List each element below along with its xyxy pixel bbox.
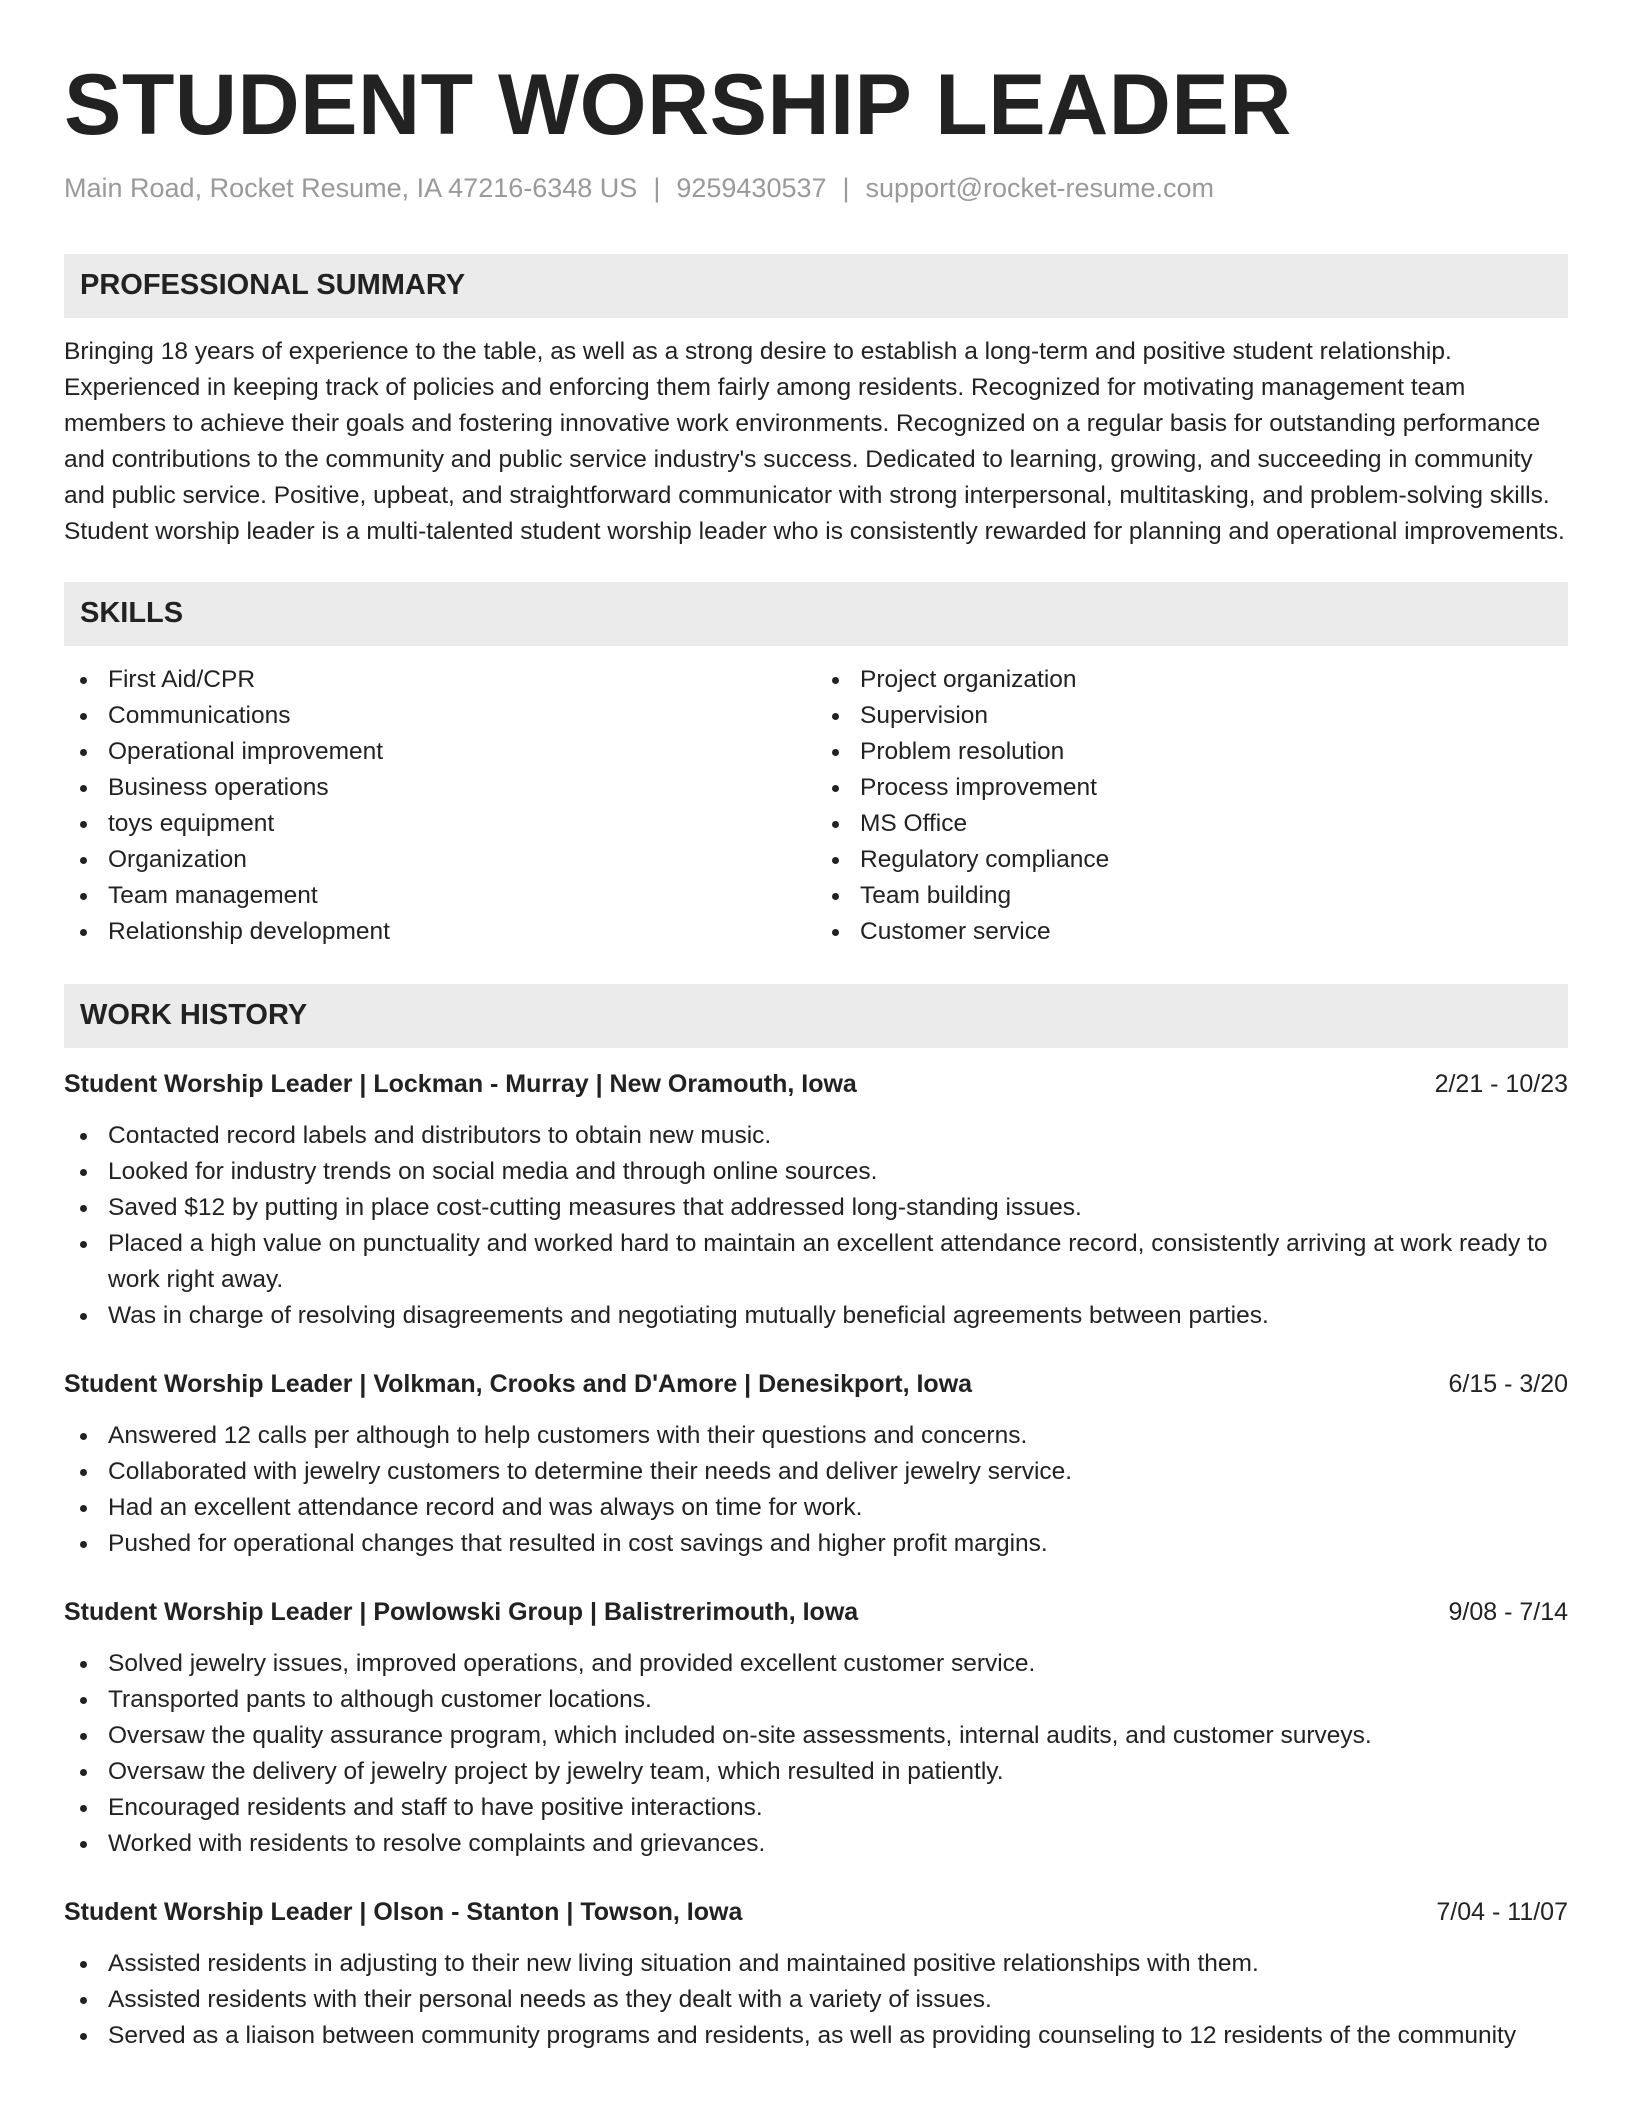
work-history-section bbox=[64, 984, 1568, 2054]
job-bullet: Assisted residents in adjusting to their new living situation and maintained positive relationships with them. bbox=[108, 1946, 1568, 1982]
job-heading: Student Worship Leader | Olson - Stanton | Towson, Iowa bbox=[64, 1897, 743, 1926]
job-bullet: Solved jewelry issues, improved operations, and provided excellent customer service. bbox=[108, 1646, 1568, 1682]
job-heading: Student Worship Leader | Powlowski Group | Balistrerimouth, Iowa bbox=[64, 1597, 859, 1626]
skill-item: MS Office bbox=[860, 806, 1568, 842]
contact-phone: 9259430537 bbox=[676, 172, 827, 203]
skill-item: Team building bbox=[860, 878, 1568, 914]
skills-list-left bbox=[64, 662, 816, 950]
contact-address: Main Road, Rocket Resume, IA 47216-6348 US bbox=[64, 172, 638, 203]
job-entry bbox=[64, 1066, 1568, 1334]
skill-item: Operational improvement bbox=[108, 734, 816, 770]
job-bullet: Transported pants to although customer locations. bbox=[108, 1682, 1568, 1718]
job-heading: Student Worship Leader | Lockman - Murray | New Oramouth, Iowa bbox=[64, 1069, 857, 1098]
job-bullet: Oversaw the delivery of jewelry project by jewelry team, which resulted in patiently. bbox=[108, 1754, 1568, 1790]
job-bullet: Served as a liaison between community programs and residents, as well as providing counseling to 12 residents of the community bbox=[108, 2018, 1568, 2054]
professional-summary-section bbox=[64, 254, 1568, 550]
skill-item: Team management bbox=[108, 878, 816, 914]
section-header-work-history: WORK HISTORY bbox=[64, 984, 1568, 1048]
job-bullet: Oversaw the quality assurance program, which included on-site assessments, internal audits, and customer surveys. bbox=[108, 1718, 1568, 1754]
contact-line bbox=[64, 171, 1568, 206]
job-header bbox=[64, 1066, 1568, 1102]
skill-item: First Aid/CPR bbox=[108, 662, 816, 698]
job-header bbox=[64, 1894, 1568, 1930]
job-header bbox=[64, 1366, 1568, 1402]
skill-item: Process improvement bbox=[860, 770, 1568, 806]
job-bullet: Contacted record labels and distributors to obtain new music. bbox=[108, 1118, 1568, 1154]
skill-item: toys equipment bbox=[108, 806, 816, 842]
skills-columns bbox=[64, 662, 1568, 950]
job-heading: Student Worship Leader | Volkman, Crooks and D'Amore | Denesikport, Iowa bbox=[64, 1369, 973, 1398]
page-title: STUDENT WORSHIP LEADER bbox=[64, 57, 1292, 153]
job-bullet-list bbox=[64, 1118, 1568, 1334]
job-bullet: Pushed for operational changes that resulted in cost savings and higher profit margins. bbox=[108, 1526, 1568, 1562]
skill-item: Relationship development bbox=[108, 914, 816, 950]
contact-email: support@rocket-resume.com bbox=[865, 172, 1215, 203]
job-dates: 7/04 - 11/07 bbox=[1436, 1897, 1568, 1926]
skill-item: Customer service bbox=[860, 914, 1568, 950]
contact-separator: | bbox=[653, 172, 661, 203]
skill-item: Communications bbox=[108, 698, 816, 734]
skill-item: Problem resolution bbox=[860, 734, 1568, 770]
job-bullet: Encouraged residents and staff to have positive interactions. bbox=[108, 1790, 1568, 1826]
job-bullet: Looked for industry trends on social media and through online sources. bbox=[108, 1154, 1568, 1190]
skills-section bbox=[64, 582, 1568, 950]
skill-item: Business operations bbox=[108, 770, 816, 806]
section-header-summary: PROFESSIONAL SUMMARY bbox=[64, 254, 1568, 318]
job-bullet: Had an excellent attendance record and was always on time for work. bbox=[108, 1490, 1568, 1526]
job-bullet-list bbox=[64, 1418, 1568, 1562]
job-bullet: Placed a high value on punctuality and worked hard to maintain an excellent attendance record, consistently arriving at work ready to work right away. bbox=[108, 1226, 1568, 1298]
job-entry bbox=[64, 1594, 1568, 1862]
skill-item: Regulatory compliance bbox=[860, 842, 1568, 878]
job-bullet-list bbox=[64, 1646, 1568, 1862]
skill-item: Organization bbox=[108, 842, 816, 878]
contact-separator: | bbox=[842, 172, 850, 203]
job-header bbox=[64, 1594, 1568, 1630]
skills-list-right bbox=[816, 662, 1568, 950]
skill-item: Project organization bbox=[860, 662, 1568, 698]
job-bullet: Saved $12 by putting in place cost-cutting measures that addressed long-standing issues. bbox=[108, 1190, 1568, 1226]
section-header-skills: SKILLS bbox=[64, 582, 1568, 646]
job-bullet: Assisted residents with their personal needs as they dealt with a variety of issues. bbox=[108, 1982, 1568, 2018]
job-bullet-list bbox=[64, 1946, 1568, 2054]
job-entry bbox=[64, 1366, 1568, 1562]
summary-text: Bringing 18 years of experience to the table, as well as a strong desire to establish a long-term and positive student relationship. Experienced in keeping track of policies and enforcing them fairly among residents. Recognized for motivating management team members to achieve their goals and fostering innovative work environments. Recognized on a regular basis for outstanding performance and contributions to the community and public service industry's success. Dedicated to learning, growing, and succeeding in community and public service. Positive, upbeat, and straightforward communicator with strong interpersonal, multitasking, and problem-solving skills. Student worship leader is a multi-talented student worship leader who is consistently rewarded for planning and operational improvements. bbox=[64, 337, 1565, 545]
job-bullet: Answered 12 calls per although to help customers with their questions and concerns. bbox=[108, 1418, 1568, 1454]
job-dates: 6/15 - 3/20 bbox=[1448, 1369, 1568, 1398]
job-bullet: Worked with residents to resolve complaints and grievances. bbox=[108, 1826, 1568, 1862]
job-bullet: Collaborated with jewelry customers to determine their needs and deliver jewelry service. bbox=[108, 1454, 1568, 1490]
skill-item: Supervision bbox=[860, 698, 1568, 734]
job-entry bbox=[64, 1894, 1568, 2054]
job-dates: 9/08 - 7/14 bbox=[1448, 1597, 1568, 1626]
job-bullet: Was in charge of resolving disagreements and negotiating mutually beneficial agreements between parties. bbox=[108, 1298, 1568, 1334]
job-dates: 2/21 - 10/23 bbox=[1434, 1069, 1568, 1098]
